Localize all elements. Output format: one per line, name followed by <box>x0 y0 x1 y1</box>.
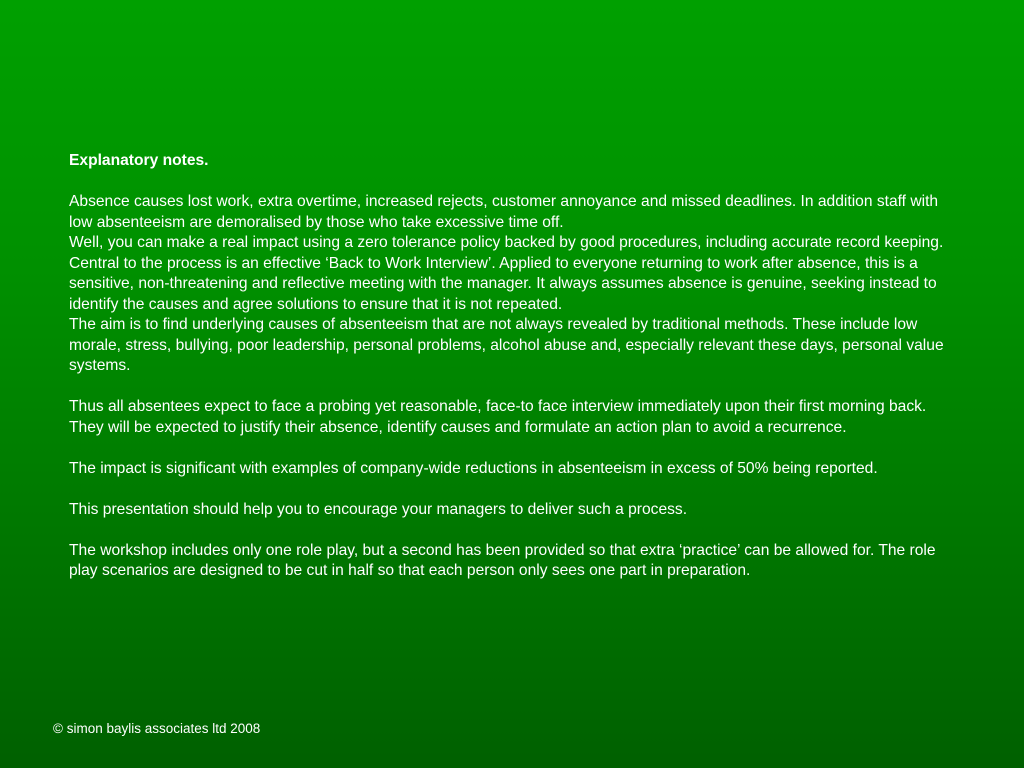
notes-paragraph: The aim is to find underlying causes of absenteeism that are not always revealed by traditional methods. These include low morale, stress, bullying, poor leadership, personal problems, alcohol abuse and, especially relevant these days, personal value systems. <box>69 316 944 374</box>
copyright-footer: © simon baylis associates ltd 2008 <box>53 721 261 736</box>
notes-paragraph: The impact is significant with examples of company-wide reductions in absenteeism in excess of 50% being reported. <box>69 459 878 477</box>
notes-paragraph: The workshop includes only one role play, but a second has been provided so that extra ‘practice’ can be allowed for. The role play scenarios are designed to be cut in half so that each person only sees one part in preparation. <box>69 541 936 579</box>
explanatory-notes <box>69 151 949 582</box>
notes-paragraph: Well, you can make a real impact using a zero tolerance policy backed by good procedures, including accurate record keeping. Central to the process is an effective ‘Back to Work Interview’. Applied to everyone returning to work after absence, this is a sensitive, non-threatening and reflective meeting with the manager. It always assumes absence is genuine, seeking instead to identify the causes and agree solutions to ensure that it is not repeated. <box>69 234 944 313</box>
notes-paragraph: This presentation should help you to encourage your managers to deliver such a process. <box>69 500 688 518</box>
notes-heading: Explanatory notes. <box>69 152 209 169</box>
notes-paragraph: Absence causes lost work, extra overtime, increased rejects, customer annoyance and missed deadlines. In addition staff with low absenteeism are demoralised by those who take excessive time off. <box>69 193 939 231</box>
notes-paragraph: Thus all absentees expect to face a probing yet reasonable, face-to face interview immediately upon their first morning back. They will be expected to justify their absence, identify causes and formulate an action plan to avoid a recurrence. <box>69 398 927 436</box>
